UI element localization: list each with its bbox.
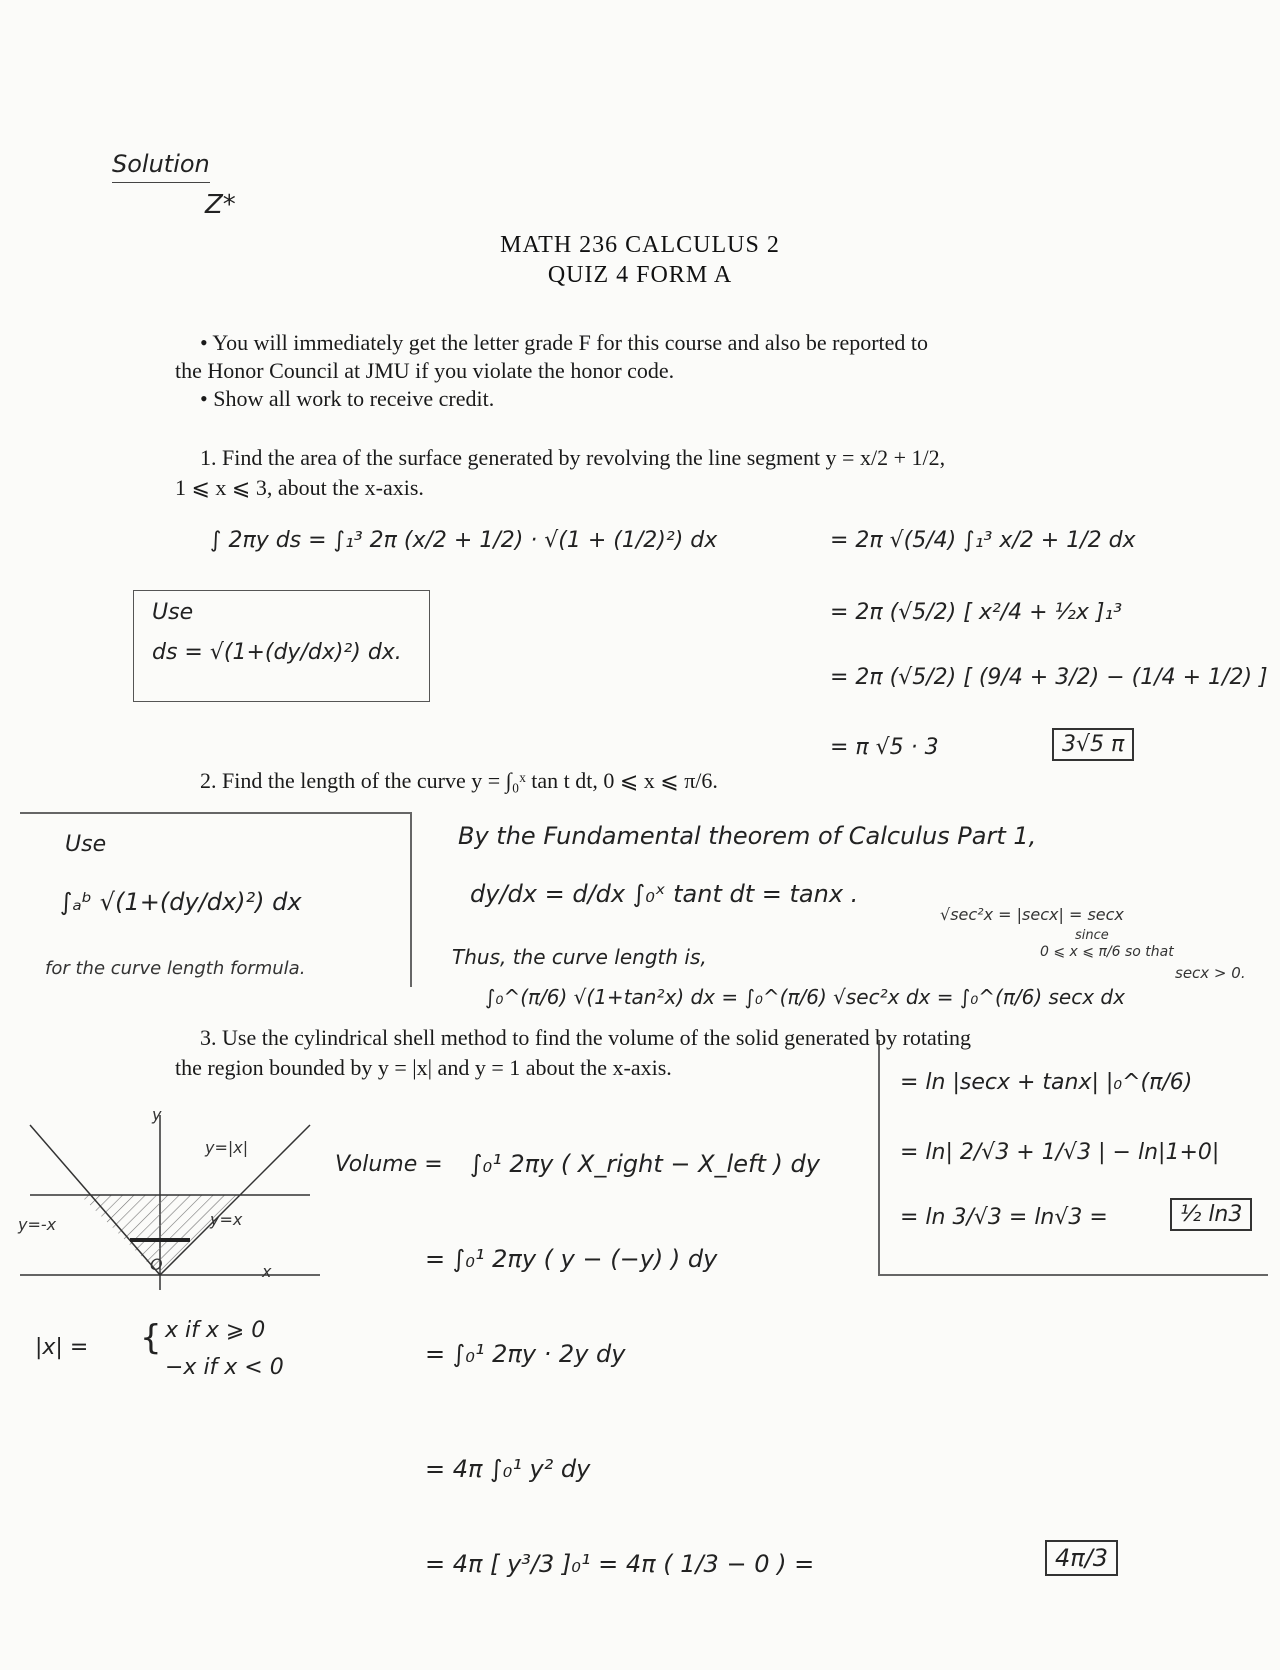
abs-def-case1: x if x ⩾ 0	[165, 1318, 266, 1343]
problem2-eval-left-rule	[878, 1040, 880, 1275]
problem1-text-line1: 1. Find the area of the surface generated by revolving the line segment y = x/2 + 1/2,	[200, 445, 946, 470]
problem2-integral: ∫₀^(π/6) √(1+tan²x) dx = ∫₀^(π/6) √sec²x dx = ∫₀^(π/6) secx dx	[485, 985, 1125, 1009]
problem1-step4: = 2π (√5/2) [ (9/4 + 3/2) − (1/4 + 1/2) ]	[830, 665, 1268, 690]
problem1-step1: ∫ 2πy ds = ∫₁³ 2π (x/2 + 1/2) · √(1 + (1/2)²) dx	[210, 528, 718, 553]
graph-y-label: y	[152, 1105, 162, 1124]
graph-x-label: x	[262, 1262, 272, 1281]
volume-label: Volume =	[335, 1152, 443, 1177]
problem1-answer: 3√5 π	[1052, 728, 1134, 761]
problem1-step3: = 2π (√5/2) [ x²/4 + ½x ]₁³	[830, 600, 1123, 625]
problem3-answer: 4π/3	[1045, 1540, 1118, 1576]
problem2-hint-right-rule	[410, 812, 412, 987]
volume-step2: = ∫₀¹ 2πy ( y − (−y) ) dy	[425, 1245, 718, 1273]
abs-def-case2: −x if x < 0	[165, 1355, 284, 1380]
volume-step5: = 4π [ y³/3 ]₀¹ = 4π ( 1/3 − 0 ) =	[425, 1550, 815, 1578]
problem1-hint-use: Use	[152, 600, 194, 625]
volume-step1: ∫₀¹ 2πy ( X_right − X_left ) dy	[470, 1150, 820, 1178]
problem2-eval3: = ln 3/√3 = ln√3 =	[900, 1205, 1108, 1230]
graph-label-neg: y=-x	[18, 1215, 57, 1234]
problem3-text-line2: the region bounded by y = |x| and y = 1 about the x-axis.	[175, 1055, 672, 1080]
problem3-region-graph	[20, 1105, 340, 1290]
problem2-side-note: √sec²x = |secx| = secx	[940, 905, 1124, 924]
problem2-ftc: By the Fundamental theorem of Calculus Part 1,	[458, 822, 1037, 850]
solution-label: Solution	[112, 150, 210, 183]
graph-label-abs: y=|x|	[205, 1138, 249, 1157]
problem2-derivative: dy/dx = d/dx ∫₀ˣ tant dt = tanx .	[470, 880, 859, 908]
graph-origin-label: O	[150, 1255, 163, 1274]
problem2-eval1: = ln |secx + tanx| |₀^(π/6)	[900, 1070, 1193, 1095]
graph-label-pos: y=x	[210, 1210, 243, 1229]
problem2-since: since	[1075, 928, 1109, 943]
problem1-step5: = π √5 · 3	[830, 735, 939, 760]
problem2-eval-bottom-rule	[878, 1274, 1268, 1276]
form-mark: Z*	[205, 190, 236, 220]
problem3-text-line1: 3. Use the cylindrical shell method to find the volume of the solid generated by rotating	[200, 1025, 972, 1050]
problem2-hint-formula: ∫ₐᵇ √(1+(dy/dx)²) dx	[60, 888, 302, 916]
show-work: • Show all work to receive credit.	[200, 386, 495, 411]
problem2-hint-use: Use	[65, 832, 107, 857]
problem2-thus: Thus, the curve length is,	[452, 945, 707, 969]
quiz-title: QUIZ 4 FORM A	[547, 262, 733, 288]
volume-step3: = ∫₀¹ 2πy · 2y dy	[425, 1340, 626, 1368]
problem1-step2: = 2π √(5/4) ∫₁³ x/2 + 1/2 dx	[830, 528, 1136, 553]
problem2-answer: ½ ln3	[1170, 1198, 1252, 1231]
abs-def-brace: {	[140, 1318, 162, 1358]
problem2-since-cond: 0 ⩽ x ⩽ π/6 so that	[1040, 944, 1174, 960]
course-title: MATH 236 CALCULUS 2	[500, 232, 780, 258]
problem2-text: 2. Find the length of the curve y = ∫₀ˣ tan t dt, 0 ⩽ x ⩽ π/6.	[200, 768, 718, 793]
problem2-since-cond2: secx > 0.	[1175, 964, 1246, 982]
abs-def-lhs: |x| =	[35, 1335, 89, 1360]
honor-line1: • You will immediately get the letter grade F for this course and also be reported to	[200, 330, 929, 355]
problem2-hint-caption: for the curve length formula.	[45, 958, 306, 979]
problem1-hint-formula: ds = √(1+(dy/dx)²) dx.	[152, 640, 402, 665]
honor-line2: the Honor Council at JMU if you violate the honor code.	[175, 358, 675, 383]
volume-step4: = 4π ∫₀¹ y² dy	[425, 1455, 591, 1483]
problem2-hint-top-rule	[20, 812, 410, 814]
problem2-eval2: = ln| 2/√3 + 1/√3 | − ln|1+0|	[900, 1140, 1220, 1165]
problem1-text-line2: 1 ⩽ x ⩽ 3, about the x-axis.	[175, 475, 424, 500]
